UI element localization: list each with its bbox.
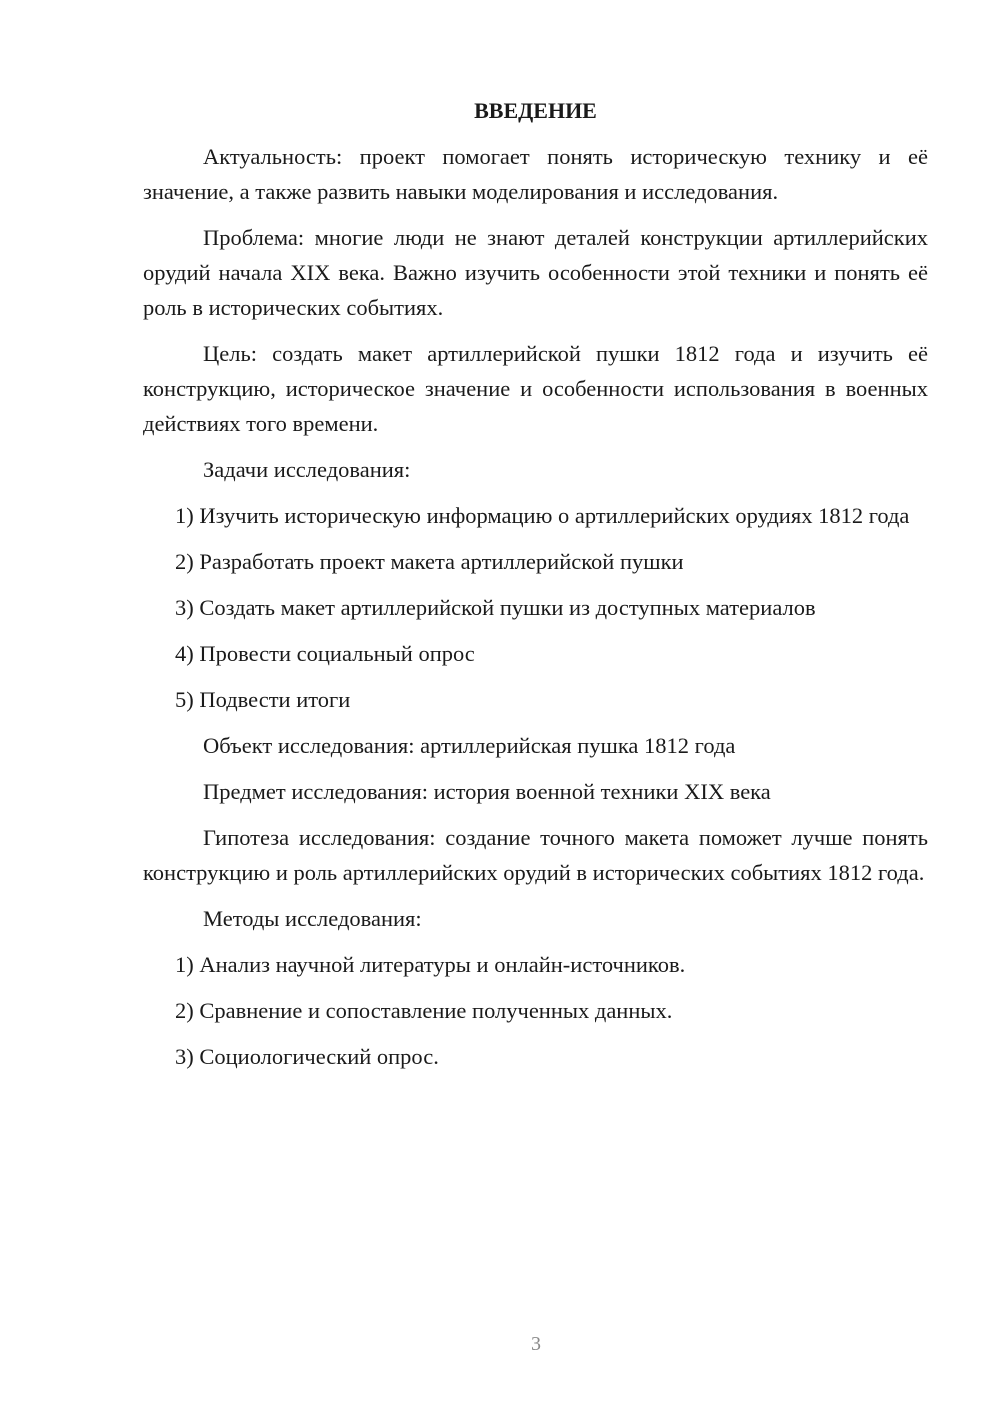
task-item-2: 2) Разработать проект макета артиллерийской пушки — [175, 549, 684, 574]
task-item-4: 4) Провести социальный опрос — [175, 641, 475, 666]
relevance-paragraph: Актуальность: проект помогает понять историческую технику и её значение, а также развить навыки моделирования и исследования. — [143, 144, 928, 204]
goal-paragraph: Цель: создать макет артиллерийской пушки 1812 года и изучить её конструкцию, историческое значение и особенности использования в военных действиях того времени. — [143, 341, 928, 436]
method-item-1: 1) Анализ научной литературы и онлайн-источников. — [175, 952, 686, 977]
task-item-3: 3) Создать макет артиллерийской пушки из доступных материалов — [175, 595, 816, 620]
page-title: ВВЕДЕНИЕ — [474, 98, 597, 123]
subject-paragraph: Предмет исследования: история военной техники XIX века — [203, 779, 771, 804]
method-item-2: 2) Сравнение и сопоставление полученных данных. — [175, 998, 673, 1023]
page-number: 3 — [531, 1333, 541, 1355]
method-item-3: 3) Социологический опрос. — [175, 1044, 439, 1069]
hypothesis-paragraph: Гипотеза исследования: создание точного макета поможет лучше понять конструкцию и роль артиллерийских орудий в исторических событиях 1812 года. — [143, 825, 928, 885]
task-item-1: 1) Изучить историческую информацию о артиллерийских орудиях 1812 года — [175, 503, 910, 528]
task-item-5: 5) Подвести итоги — [175, 687, 351, 712]
object-paragraph: Объект исследования: артиллерийская пушка 1812 года — [203, 733, 736, 758]
problem-paragraph: Проблема: многие люди не знают деталей конструкции артиллерийских орудий начала XIX века. Важно изучить особенности этой техники и понять её роль в исторических событиях. — [143, 225, 928, 320]
methods-heading: Методы исследования: — [203, 906, 422, 931]
tasks-heading: Задачи исследования: — [203, 457, 411, 482]
page-content — [143, 93, 928, 1085]
